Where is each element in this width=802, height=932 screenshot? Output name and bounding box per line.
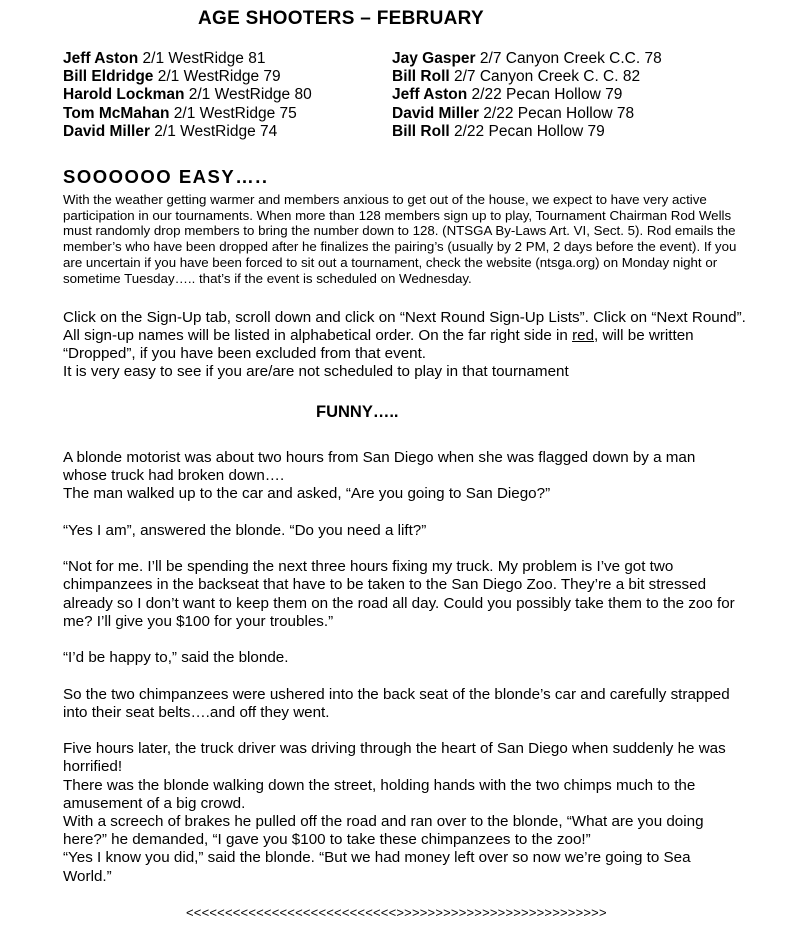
story-paragraph: “Not for me. I’ll be spending the next three hours fixing my truck. My problem is I’ve got two chimpanzees in the backseat that have to be taken to the San Diego Zoo. They’re a bit stressed already so I don’t want to keep them on the road all day. Could you possibly take them to the zoo for me? I’ll give you $100 for your troubles.” xyxy=(63,558,735,630)
shooter-row xyxy=(392,50,662,68)
easy-closing-line: It is very easy to see if you are/are not scheduled to play in that tournament xyxy=(63,363,569,380)
story-paragraph: “Yes I am”, answered the blonde. “Do you need a lift?” xyxy=(63,521,427,539)
instructions-text-a: Click on the Sign-Up tab, scroll down and click on “Next Round Sign-Up Lists”. Click on “Next Round”. All sign-up names will be listed in alphabetical order. On the far right side in xyxy=(63,309,746,344)
shooter-detail: 2/22 Pecan Hollow 78 xyxy=(479,104,635,122)
shooter-name: David Miller xyxy=(63,122,150,140)
shooters-column-right xyxy=(392,50,662,141)
story-paragraph: “I’d be happy to,” said the blonde. xyxy=(63,649,289,667)
shooter-row xyxy=(63,68,312,86)
shooter-detail: 2/1 WestRidge 75 xyxy=(169,104,297,122)
shooter-detail: 2/1 WestRidge 74 xyxy=(150,122,278,140)
story-paragraph: So the two chimpanzees were ushered into the back seat of the blonde’s car and carefully strapped into their seat belts….and off they went. xyxy=(63,685,730,721)
shooter-row xyxy=(63,123,312,141)
shooter-row xyxy=(392,86,662,104)
shooter-detail: 2/1 WestRidge 81 xyxy=(138,50,266,67)
shooter-name: Tom McMahan xyxy=(63,104,170,122)
shooter-name: Jeff Aston xyxy=(63,50,139,67)
shooter-name: Bill Roll xyxy=(392,68,450,86)
story-paragraph: A blonde motorist was about two hours from San Diego when she was flagged down by a man whose truck had broken down…. xyxy=(63,449,696,485)
shooter-name: David Miller xyxy=(392,104,479,122)
shooter-row xyxy=(63,86,312,104)
story-paragraph: The man walked up to the car and asked, “Are you going to San Diego?” xyxy=(63,485,551,503)
joke-story xyxy=(63,449,743,886)
shooter-detail: 2/22 Pecan Hollow 79 xyxy=(449,122,605,140)
shooter-row xyxy=(392,68,662,86)
shooter-detail: 2/1 WestRidge 79 xyxy=(153,68,281,86)
divider-line: <<<<<<<<<<<<<<<<<<<<<<<<<<<>>>>>>>>>>>>>>>>>>>>>>>>>>> xyxy=(186,905,607,920)
shooter-name: Bill Eldridge xyxy=(63,68,154,86)
easy-instructions xyxy=(63,309,753,381)
shooter-detail: 2/22 Pecan Hollow 79 xyxy=(467,86,623,104)
shooter-name: Jeff Aston xyxy=(392,86,468,104)
shooter-row xyxy=(63,50,312,68)
shooter-row xyxy=(392,105,662,123)
shooter-detail: 2/1 WestRidge 80 xyxy=(184,86,312,104)
shooter-row xyxy=(392,123,662,141)
easy-heading: SOOOOOO EASY….. xyxy=(63,166,269,187)
signup-instructions xyxy=(63,309,753,363)
shooter-name: Bill Roll xyxy=(392,122,450,140)
shooter-detail: 2/7 Canyon Creek C. C. 82 xyxy=(449,68,641,86)
shooter-detail: 2/7 Canyon Creek C.C. 78 xyxy=(475,50,662,67)
shooters-column-left xyxy=(63,50,312,141)
funny-heading: FUNNY….. xyxy=(316,403,399,421)
page-title: AGE SHOOTERS – FEBRUARY xyxy=(198,8,484,29)
easy-paragraph: With the weather getting warmer and members anxious to get out of the house, we expect to have very active participation in our tournaments. When more than 128 members sign up to play, Tournament Chairman Rod Wells must randomly drop members to bring the number down to 128. (NTSGA By-Laws Art. VI, Sect. 5). Rod emails the member’s who have been dropped after he finalizes the pairing’s (usually by 2 PM, 2 days before the event). If you are uncertain if you have been forced to sit out a tournament, check the website (ntsga.org) on Monday night or sometime Tuesday….. that’s if the event is scheduled on Wednesday. xyxy=(63,192,737,286)
story-paragraph: “Yes I know you did,” said the blonde. “But we had money left over so now we’re going to Sea World.” xyxy=(63,849,691,885)
shooter-row xyxy=(63,105,312,123)
shooter-name: Jay Gasper xyxy=(392,50,476,67)
shooter-name: Harold Lockman xyxy=(63,86,185,104)
story-paragraph: With a screech of brakes he pulled off the road and ran over to the blonde, “What are you doing here?” he demanded, “I gave you $100 to take these chimpanzees to the zoo!” xyxy=(63,812,704,849)
instructions-text-b: , will be written “Dropped”, if you have been excluded from that event. xyxy=(63,327,694,362)
story-paragraph: Five hours later, the truck driver was driving through the heart of San Diego when suddenly he was horrified! xyxy=(63,740,726,776)
story-paragraph: There was the blonde walking down the street, holding hands with the two chimps much to the amusement of a big crowd. xyxy=(63,776,696,812)
red-word: red xyxy=(572,327,595,344)
